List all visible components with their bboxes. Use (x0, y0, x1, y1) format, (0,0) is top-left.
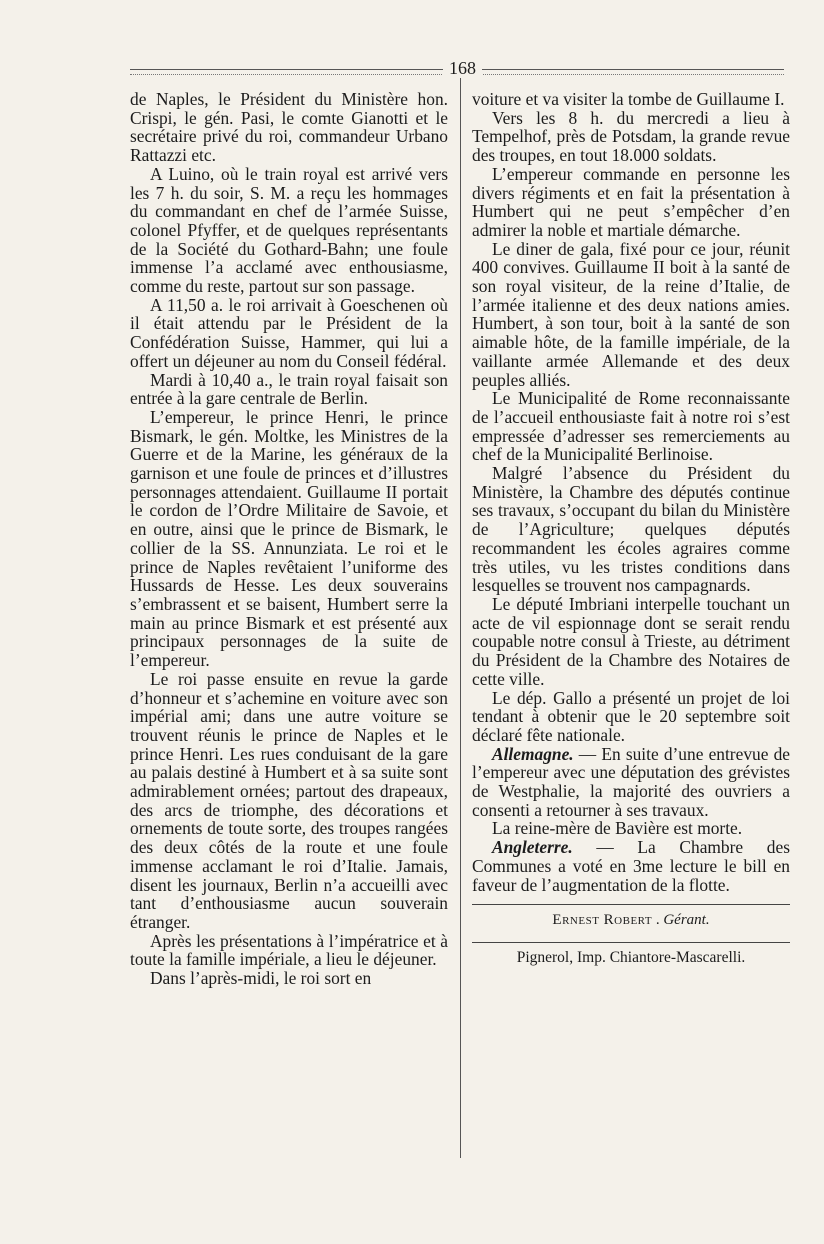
paragraph-text: — En suite d’une entrevue de l’empereur avec une députation des grévistes de Westphalie, la majorité des ouvriers a consenti a retourner à ses travaux. (472, 743, 790, 820)
country-heading: Angleterre. (492, 837, 573, 858)
paragraph-text: Mardi à 10,40 a., le train royal faisait son entrée à la gare centrale de Berlin. (130, 369, 448, 409)
paragraph (472, 90, 790, 109)
paragraph (130, 408, 448, 670)
paragraph (472, 745, 790, 820)
paragraph (472, 240, 790, 390)
paragraph (130, 90, 448, 165)
signature-line (472, 911, 790, 930)
paragraph (130, 670, 448, 932)
paragraph (130, 932, 448, 969)
paragraph-text: Après les présentations à l’impératrice et à toute la famille impériale, a lieu le déjeuner. (130, 930, 448, 970)
paragraph-text: L’empereur, le prince Henri, le prince Bismark, le gén. Moltke, les Ministres de la Guerre et de la Marine, les généraux de la garnison et une foule de princes et d’illustres personnages attendaient. Guillaume II portait le cordon de l’Ordre Militaire de Savoie, et en outre, ainsi que le prince de Bismark, le collier de la SS. Annunziata. Le roi et le prince de Naples revêtaient l’uniforme des Hussards de Hesse. Les deux souverains s’embrassent et se baisent, Humbert serre la main au prince Bismark et est présenté aux principaux personnages de la suite de l’empereur. (130, 406, 448, 671)
paragraph (472, 819, 790, 838)
paragraph-text: A Luino, où le train royal est arrivé vers les 7 h. du soir, S. M. a reçu les hommages du commandant en chef de l’armée Suisse, colonel Pfyffer, et de quelques représentants de la Société du Gothard-Bahn; une foule immense l’a acclamé avec enthousiasme, comme du reste, partout sur son passage. (130, 163, 448, 297)
paragraph-text: Vers les 8 h. du mercredi a lieu à Tempelhof, près de Potsdam, la grande revue des troupes, en tout 18.000 soldats. (472, 107, 790, 166)
paragraph-text: Dans l’après-midi, le roi sort en (150, 968, 372, 989)
paragraph-text: voiture et va visiter la tombe de Guillaume I. (472, 89, 785, 109)
paragraph (472, 838, 790, 894)
paragraph-text: Le diner de gala, fixé pour ce jour, réunit 400 convives. Guillaume II boit à la santé de son royal visiteur, de la reine d’Italie, de l’armée italienne et des deux nations amies. Humbert, à son tour, boit à la santé de son aimable hôte, de la famille impériale, de la vaillante armée Allemande et des deux peuples alliés. (472, 238, 790, 390)
paragraph (472, 464, 790, 595)
paragraph-text: La reine-mère de Bavière est morte. (492, 818, 743, 839)
signature-separator: . (652, 912, 664, 929)
paragraph (472, 689, 790, 745)
printer-rule (472, 942, 790, 943)
paragraph (130, 296, 448, 371)
printer-imprint: Pignerol, Imp. Chiantore-Mascarelli. (516, 948, 746, 966)
paragraph-text: L’empereur commande en personne les divers régiments et en fait la présentation à Humbert qui ne peut s’empêcher d’en admirer la noble et martiale démarche. (472, 163, 790, 240)
paragraph-text: — La Chambre des Communes a voté en 3me lecture le bill en faveur de l’augmentation de la flotte. (472, 837, 790, 895)
paragraph (472, 109, 790, 165)
paragraph (130, 165, 448, 296)
page-header (130, 58, 784, 82)
left-column (130, 90, 448, 988)
paragraph (472, 165, 790, 240)
signature-name: Ernest Robert (552, 912, 653, 929)
paragraph-text: de Naples, le Président du Ministère hon. Crispi, le gén. Pasi, le comte Gianotti et le secrétaire privé du roi, commandeur Urbano Rattazzi etc. (130, 89, 448, 166)
right-column (472, 90, 790, 968)
paragraph-text: Le dép. Gallo a présenté un projet de loi tendant à obtenir que le 20 septembre soit déclaré fête nationale. (472, 687, 790, 745)
paragraph (472, 595, 790, 689)
country-heading: Allemagne. (492, 743, 574, 764)
paragraph (130, 969, 448, 988)
column-divider (460, 78, 461, 1158)
paragraph (130, 371, 448, 408)
signature-role: Gérant. (663, 912, 710, 929)
paragraph-text: Le Municipalité de Rome reconnaissante de l’accueil enthousiaste fait à notre roi s’est empressée d’adresser ses remerciements au chef de la Municipalité Berlinoise. (472, 388, 790, 465)
paragraph-text: Le député Imbriani interpelle touchant un acte de vil espionnage dont se serait rendu coupable notre consul à Trieste, au détriment du Président de la Chambre des Notaires de cette ville. (472, 593, 790, 689)
right-paragraphs (472, 90, 790, 894)
paragraph-text: Le roi passe ensuite en revue la garde d’honneur et s’achemine en voiture avec son impérial ami; dans une autre voiture se trouvent réunis le prince de Naples et le prince Henri. Les rues conduisant de la gare au palais destiné à Humbert et à sa suite sont admirablement ornées; partout des drapeaux, des arcs de triomphe, des décorations et ornements de toute sorte, des troupes rangées des deux côtés de la route et une foule immense acclamant le roi d’Italie. Jamais, disent les journaux, Berlin n’a accueilli avec tant d’enthousiasme aucun souverain étranger. (130, 668, 448, 932)
signature-rule (472, 904, 790, 905)
paragraph (472, 389, 790, 464)
page-number: 168 (443, 58, 482, 79)
paragraph-text: Malgré l’absence du Président du Ministère, la Chambre des députés continue ses travaux, s’occupant du bilan du Ministère de l’Agriculture; quelques députés recommandent les écoles agraires comme très utiles, vu les tristes conditions dans lesquelles se trouvent nos campagnards. (472, 463, 790, 596)
paragraph-text: A 11,50 a. le roi arrivait à Goeschenen où il était attendu par le Président de la Confédération Suisse, Hammer, qui lui a offert un déjeuner au nom du Conseil fédéral. (130, 294, 448, 371)
